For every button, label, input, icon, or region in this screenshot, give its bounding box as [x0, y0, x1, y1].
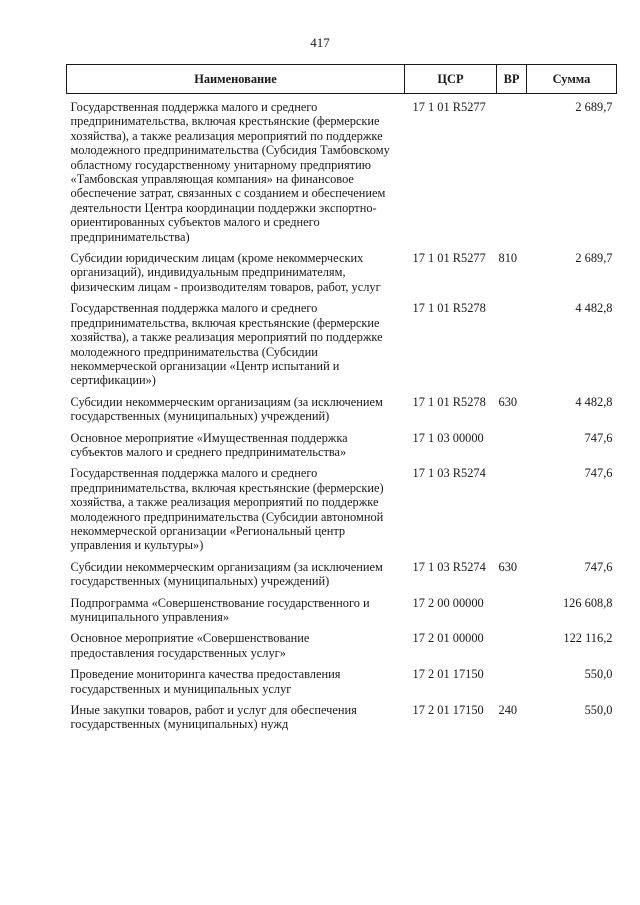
header-csr: ЦСР	[405, 65, 497, 94]
row-csr: 17 1 01 R5278	[412, 301, 486, 316]
header-sum: Сумма	[527, 65, 617, 94]
row-sum: 747,6	[584, 466, 613, 481]
row-sum: 2 689,7	[575, 251, 613, 266]
row-sum: 4 482,8	[575, 394, 613, 409]
row-sum: 550,0	[584, 703, 613, 718]
row-sum: 126 608,8	[562, 595, 613, 610]
row-vr	[497, 427, 527, 463]
row-vr	[497, 297, 527, 390]
budget-table	[66, 64, 617, 735]
row-vr: 630	[498, 559, 518, 574]
row-name: Субсидии некоммерческим организациям (за исключением государственных (муниципальных) учреждений)	[70, 394, 383, 424]
row-vr	[497, 663, 527, 699]
row-name: Государственная поддержка малого и среднего предпринимательства, включая крестьянские (фермерские хозяйства), а также реализация мероприятий по поддержке молодежного предпринимательства (Субсидия Тамбовскому областному государственному унитарному предприятию «Тамбовская управляющая компания» на финансовое обеспечение затрат, связанных с созданием и обеспечением деятельности Центра координации поддержки экспортно-ориентированных субъектов малого и среднего предпринимательства)	[70, 100, 390, 244]
row-sum: 747,6	[584, 430, 613, 445]
header-vr: ВР	[497, 65, 527, 94]
row-sum: 550,0	[584, 667, 613, 682]
row-csr: 17 2 01 17150	[412, 703, 484, 718]
row-csr: 17 1 03 R5274	[412, 559, 486, 574]
row-name: Иные закупки товаров, работ и услуг для обеспечения государственных (муниципальных) нужд	[70, 703, 357, 732]
table-row	[67, 462, 617, 555]
row-csr: 17 1 03 00000	[412, 430, 484, 445]
row-vr	[497, 462, 527, 555]
row-name: Субсидии некоммерческим организациям (за исключением государственных (муниципальных) учреждений)	[70, 559, 383, 589]
row-name: Подпрограмма «Совершенствование государственного и муниципального управления»	[70, 595, 370, 624]
page-number: 417	[310, 35, 330, 50]
header-name: Наименование	[67, 65, 405, 94]
row-vr: 810	[498, 251, 518, 266]
row-csr: 17 1 01 R5278	[412, 394, 486, 409]
row-name: Государственная поддержка малого и среднего предпринимательства, включая крестьянские (фермерские хозяйства), а также реализация мероприятий по поддержке молодежного предпринимательства (Субсидии некоммерческой организации «Центр испытаний и сертификации»)	[70, 301, 383, 388]
row-csr: 17 2 01 17150	[412, 667, 484, 682]
row-csr: 17 2 01 00000	[412, 631, 484, 646]
row-sum: 122 116,2	[563, 631, 613, 646]
row-csr: 17 1 03 R5274	[412, 466, 486, 481]
table-row	[67, 427, 617, 463]
row-name: Субсидии юридическим лицам (кроме некоммерческих организаций), индивидуальным предпринимателям, физическим лицам - производителям товаров, работ, услуг	[70, 251, 381, 294]
row-name: Государственная поддержка малого и среднего предпринимательства, включая крестьянские (фермерские) хозяйства, а также реализация мероприятий по поддержке молодежного предпринимательства (Субсидии автономной некоммерческой организации «Региональный центр управления и культуры»)	[70, 466, 384, 553]
table-row	[67, 391, 617, 427]
row-sum: 4 482,8	[575, 301, 613, 316]
row-csr: 17 2 00 00000	[412, 595, 484, 610]
table-row	[67, 699, 617, 735]
table-header-row	[67, 65, 617, 94]
table-row	[67, 556, 617, 592]
row-csr: 17 1 01 R5277	[412, 100, 486, 114]
row-sum: 2 689,7	[575, 100, 613, 114]
row-name: Основное мероприятие «Имущественная поддержка субъектов малого и среднего предпринимательства»	[70, 430, 348, 459]
row-csr: 17 1 01 R5277	[412, 251, 486, 266]
row-vr: 240	[498, 703, 518, 718]
table-row	[67, 297, 617, 390]
row-vr	[497, 627, 527, 663]
row-name: Проведение мониторинга качества предоставления государственных и муниципальных услуг	[70, 667, 341, 696]
table-row	[67, 247, 617, 297]
row-vr: 630	[498, 394, 518, 409]
table-row	[67, 94, 617, 248]
row-vr	[497, 592, 527, 628]
row-sum: 747,6	[584, 559, 613, 574]
table-row	[67, 663, 617, 699]
row-name: Основное мероприятие «Совершенствование предоставления государственных услуг»	[70, 631, 310, 660]
table-row	[67, 627, 617, 663]
table-row	[67, 592, 617, 628]
row-vr	[497, 94, 527, 248]
